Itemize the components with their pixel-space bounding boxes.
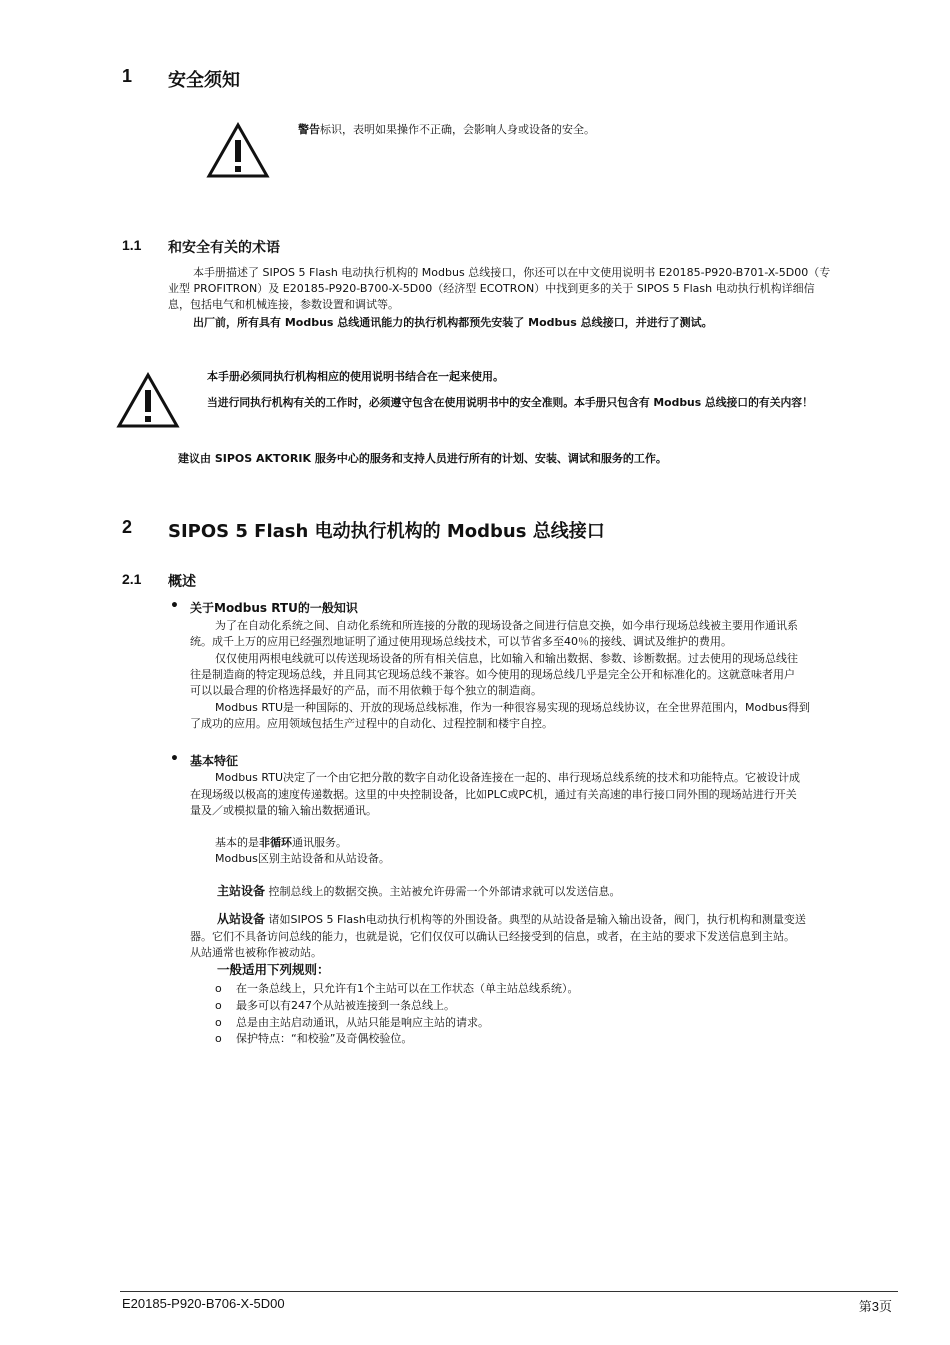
b1-line-6: Modbus RTU是一种国际的、开放的现场总线标准，作为一种很容易实现的现场总线协议，在全世界范围内，Modbus得到 bbox=[215, 701, 810, 714]
footer-divider bbox=[120, 1291, 898, 1292]
rule-item: 保护特点：“和校验”及奇偶校验位。 bbox=[236, 1032, 413, 1045]
rule-item: 最多可以有247个从站被连接到一条总线上。 bbox=[236, 999, 455, 1012]
rule-bullet-icon: o bbox=[215, 982, 222, 995]
warning-label: 警告 bbox=[298, 123, 320, 136]
bullet-2-title: 基本特征 bbox=[190, 754, 239, 768]
modbus-distinguish: Modbus区别主站设备和从站设备。 bbox=[215, 852, 390, 865]
slave-device-line-1 bbox=[217, 911, 897, 929]
rule-bullet-icon: o bbox=[215, 999, 222, 1012]
b2-line-3: 量及／或模拟量的输入输出数据通讯。 bbox=[190, 804, 377, 817]
warning-triangle-icon bbox=[206, 122, 270, 179]
section-2-1-number: 2.1 bbox=[122, 571, 142, 587]
bullet-dot: • bbox=[170, 598, 179, 614]
footer-doc-id: E20185-P920-B706-X-5D00 bbox=[122, 1296, 285, 1311]
intro-line-1: 本手册描述了 SIPOS 5 Flash 电动执行机构的 Modbus 总线接口，你还可以在中文使用说明书 E20185-P920-B701-X-5D00（专 bbox=[193, 266, 831, 279]
rule-item: 在一条总线上，只允许有1个主站可以在工作状态（单主站总线系统）。 bbox=[236, 982, 579, 995]
rule-bullet-icon: o bbox=[215, 1032, 222, 1045]
slave-text: 诸如SIPOS 5 Flash电动执行机构等的外围设备。典型的从站设备是输入输出设备，阀门，执行机构和测量变送 bbox=[265, 913, 806, 926]
master-device-line bbox=[217, 883, 897, 901]
warning-note bbox=[298, 122, 898, 139]
intro-line-3: 息，包括电气和机械连接，参数设置和调试等。 bbox=[168, 298, 399, 311]
basic-pre: 基本的是 bbox=[215, 836, 259, 849]
slave-device-line-3: 从站通常也被称作被动站。 bbox=[190, 946, 322, 959]
slave-device-line-2: 器。它们不具备访问总线的能力，也就是说，它们仅仅可以确认已经接受到的信息，或者，在主站的要求下发送信息到主站。 bbox=[190, 930, 795, 943]
section-2-title: SIPOS 5 Flash 电动执行机构的 Modbus 总线接口 bbox=[168, 521, 605, 542]
section-1-title: 安全须知 bbox=[168, 70, 240, 91]
safety-rules-warning: 当进行同执行机构有关的工作时，必须遵守包含在使用说明书中的安全准则。本手册只包含有 Modbus 总线接口的有关内容！ bbox=[207, 396, 813, 409]
basic-bold: 非循环 bbox=[259, 836, 292, 849]
section-1-1-title: 和安全有关的术语 bbox=[168, 240, 280, 256]
master-label: 主站设备 bbox=[217, 884, 266, 898]
b1-line-5: 可以以最合理的价格选择最好的产品，而不用依赖于每个独立的制造商。 bbox=[190, 684, 542, 697]
b1-line-2: 统。成千上万的应用已经强烈地证明了通过使用现场总线技术，可以节省多至40％的接线、调试及维护的费用。 bbox=[190, 635, 732, 648]
basic-post: 通讯服务。 bbox=[292, 836, 347, 849]
slave-label: 从站设备 bbox=[217, 912, 266, 926]
rule-item: 总是由主站启动通讯，从站只能是响应主站的请求。 bbox=[236, 1016, 489, 1029]
intro-line-2: 业型 PROFITRON）及 E20185-P920-B700-X-5D00（经济型 ECOTRON）中找到更多的关于 SIPOS 5 Flash 电动执行机构详细信 bbox=[168, 282, 815, 295]
factory-note: 出厂前，所有具有 Modbus 总线通讯能力的执行机构都预先安装了 Modbus 总线接口，并进行了测试。 bbox=[193, 316, 713, 329]
b2-line-1: Modbus RTU决定了一个由它把分散的数字自动化设备连接在一起的、串行现场总线系统的技术和功能特点。它被设计成 bbox=[215, 771, 800, 784]
b1-line-3: 仅仅使用两根电线就可以传送现场设备的所有相关信息，比如输入和输出数据、参数、诊断数据。过去使用的现场总线往 bbox=[215, 652, 798, 665]
b1-line-7: 了成功的应用。应用领域包括生产过程中的自动化、过程控制和楼宇自控。 bbox=[190, 717, 553, 730]
service-advice: 建议由 SIPOS AKTORIK 服务中心的服务和支持人员进行所有的计划、安装、调试和服务的工作。 bbox=[178, 452, 667, 465]
bullet-dot: • bbox=[170, 751, 179, 767]
section-1-1-number: 1.1 bbox=[122, 237, 142, 253]
section-1-number: 1 bbox=[122, 66, 133, 86]
bullet-1-title: 关于Modbus RTU的一般知识 bbox=[190, 601, 358, 615]
section-2-1-title: 概述 bbox=[168, 574, 196, 590]
b2-line-2: 在现场级以极高的速度传递数据。这里的中央控制设备，比如PLC或PC机，通过有关高速的串行接口同外围的现场站进行开关 bbox=[190, 788, 797, 801]
footer-page-number: 第3页 bbox=[858, 1299, 892, 1314]
rule-bullet-icon: o bbox=[215, 1016, 222, 1029]
basic-service-line bbox=[215, 835, 897, 852]
manual-usage-warning: 本手册必须同执行机构相应的使用说明书结合在一起来使用。 bbox=[207, 370, 504, 383]
warning-text: 标识，表明如果操作不正确，会影响人身或设备的安全。 bbox=[320, 123, 595, 136]
b1-line-1: 为了在自动化系统之间、自动化系统和所连接的分散的现场设备之间进行信息交换，如今串行现场总线被主要用作通讯系 bbox=[215, 619, 798, 632]
rules-title: 一般适用下列规则： bbox=[217, 962, 330, 977]
master-text: 控制总线上的数据交换。主站被允许毋需一个外部请求就可以发送信息。 bbox=[265, 885, 621, 898]
b1-line-4: 往是制造商的特定现场总线，并且同其它现场总线不兼容。如今使用的现场总线几乎是完全公开和标准化的。这就意味者用户 bbox=[190, 668, 795, 681]
section-2-number: 2 bbox=[122, 517, 133, 537]
warning-triangle-icon bbox=[116, 372, 180, 429]
